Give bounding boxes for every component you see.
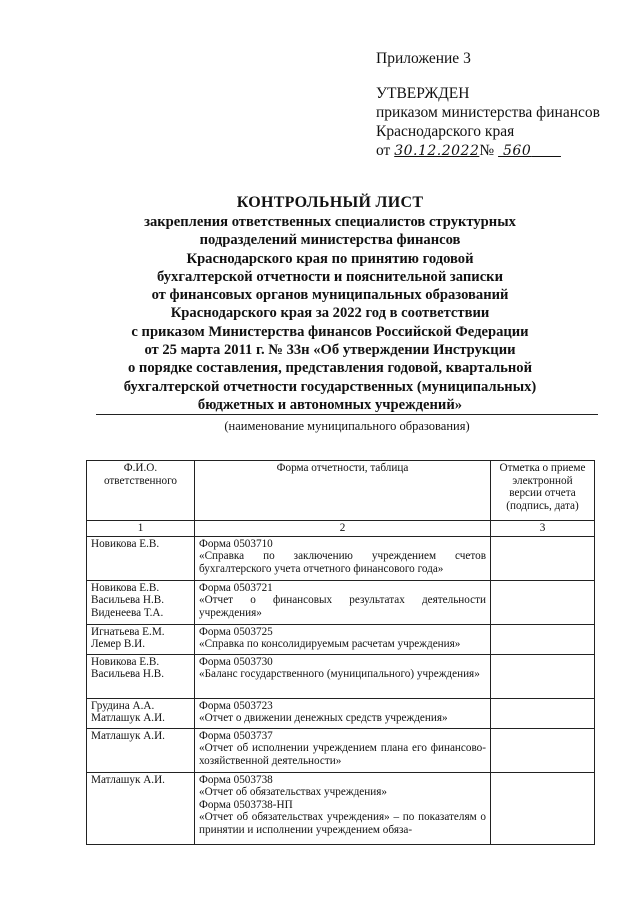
form-cell (195, 654, 491, 698)
header-mark-line: (подпись, дата) (506, 499, 579, 512)
control-table (86, 460, 595, 845)
subtitle-line: бухгалтерской отчетности и пояснительной записки (156, 268, 503, 285)
person-name: Матлашук А.И. (91, 712, 165, 725)
order-date: 30.12.2022 (394, 143, 480, 159)
table-header-row (87, 461, 595, 521)
mark-cell (491, 728, 595, 772)
header-mark-line: версии отчета (509, 487, 576, 500)
form-cell (195, 536, 491, 580)
person-cell (87, 728, 195, 772)
municipality-blank-line (96, 414, 598, 415)
form-code: Форма 0503710 (199, 537, 273, 550)
form-title: «Баланс государственного (муниципального) учреждения» (199, 668, 480, 681)
document-title: КОНТРОЛЬНЫЙ ЛИСТ (236, 194, 424, 211)
form-cell (195, 624, 491, 654)
table-row (87, 728, 595, 772)
approval-block (376, 84, 600, 161)
form-code: Форма 0503721 (199, 581, 273, 594)
person-cell (87, 654, 195, 698)
header-mark-line: Отметка о приеме (499, 462, 586, 474)
form-title: «Отчет о финансовых результатах деятельности учреждения» (199, 594, 486, 619)
person-name: Матлашук А.И. (91, 773, 165, 786)
form-title: «Справка по заключению учреждением счетов бухгалтерского учета отчетного финансового года» (199, 550, 486, 575)
table-row (87, 654, 595, 698)
person-cell (87, 698, 195, 728)
mark-cell (491, 624, 595, 654)
form-code: Форма 0503737 (199, 729, 273, 742)
form-title: «Отчет об исполнении учреждением плана его финансово-хозяйственной деятельности» (199, 742, 486, 767)
person-name: Новикова Е.В. (91, 581, 160, 594)
header-form: Форма отчетности, таблица (195, 461, 491, 521)
approved-label: УТВЕРЖДЕН (376, 85, 470, 102)
table-row (87, 580, 595, 624)
header-mark (491, 461, 595, 521)
subtitle-line: о порядке составления, представления годовой, квартальной (127, 360, 533, 377)
region-text: Краснодарского края (376, 123, 515, 140)
person-name: Новикова Е.В. (91, 655, 160, 668)
form-code: Форма 0503730 (199, 655, 273, 668)
person-name: Матлашук А.И. (91, 729, 165, 742)
table-row (87, 624, 595, 654)
person-name: Виденеева Т.А. (91, 606, 164, 619)
subtitle-line: подразделений министерства финансов (199, 232, 461, 249)
order-number (498, 143, 561, 159)
person-cell (87, 624, 195, 654)
header-person-line: Ф.И.О. (123, 462, 158, 474)
form-cell (195, 772, 491, 844)
form-title: «Справка по консолидируемым расчетам учреждения» (199, 638, 461, 651)
form-title: «Отчет об обязательствах учреждения» (199, 786, 387, 799)
column-number: 2 (195, 521, 491, 537)
subtitle-line: закрепления ответственных специалистов структурных (144, 214, 516, 230)
person-cell (87, 772, 195, 844)
form-cell (195, 698, 491, 728)
form-code: Форма 0503723 (199, 699, 273, 712)
order-number-value: 560 (503, 143, 532, 159)
subtitle-line: Краснодарского края по принятию годовой (186, 250, 474, 267)
appendix-label: Приложение 3 (376, 50, 471, 67)
subtitle-line: с приказом Министерства финансов Российской Федерации (131, 323, 529, 340)
column-number: 1 (87, 521, 195, 537)
header-mark-line: электронной (512, 474, 573, 487)
person-cell (87, 580, 195, 624)
form-code: Форма 0503738-НП (199, 798, 293, 811)
person-cell (87, 536, 195, 580)
municipality-caption: (наименование муниципального образования) (224, 419, 470, 433)
from-prefix: от (376, 142, 391, 159)
person-name: Новикова Е.В. (91, 537, 160, 550)
document-subtitle (70, 213, 590, 414)
person-name: Игнатьева Е.М. (91, 625, 165, 638)
table-row (87, 698, 595, 728)
form-code: Форма 0503725 (199, 625, 273, 638)
person-name: Лемер В.И. (91, 638, 146, 651)
subtitle-line: от 25 марта 2011 г. № 33н «Об утверждении Инструкции (144, 342, 516, 359)
person-name: Васильева Н.В. (91, 668, 165, 681)
subtitle-line: бухгалтерской отчетности государственных (муниципальных) (123, 378, 537, 395)
form-cell (195, 728, 491, 772)
order-text: приказом министерства финансов (376, 104, 600, 121)
subtitle-line: Краснодарского края за 2022 год в соответствии (170, 305, 490, 322)
person-name: Грудина А.А. (91, 699, 155, 712)
mark-cell (491, 698, 595, 728)
form-cell (195, 580, 491, 624)
table-row (87, 772, 595, 844)
form-title: «Отчет об обязательствах учреждения» – по показателям о принятии и исполнении учреждением обяза- (199, 811, 486, 836)
header-person-line: ответственного (103, 474, 178, 487)
header-person (87, 461, 195, 521)
table-number-row (87, 521, 595, 537)
form-code: Форма 0503738 (199, 773, 273, 786)
mark-cell (491, 536, 595, 580)
subtitle-line: от финансовых органов муниципальных образований (151, 287, 509, 304)
mark-cell (491, 654, 595, 698)
person-name: Васильева Н.В. (91, 594, 165, 607)
subtitle-line: бюджетных и автономных учреждений» (197, 396, 463, 413)
table-row (87, 536, 595, 580)
mark-cell (491, 580, 595, 624)
order-date-line (376, 141, 600, 161)
column-number: 3 (491, 521, 595, 537)
form-title: «Отчет о движении денежных средств учреждения» (199, 712, 448, 725)
mark-cell (491, 772, 595, 844)
number-sign: № (479, 142, 495, 159)
